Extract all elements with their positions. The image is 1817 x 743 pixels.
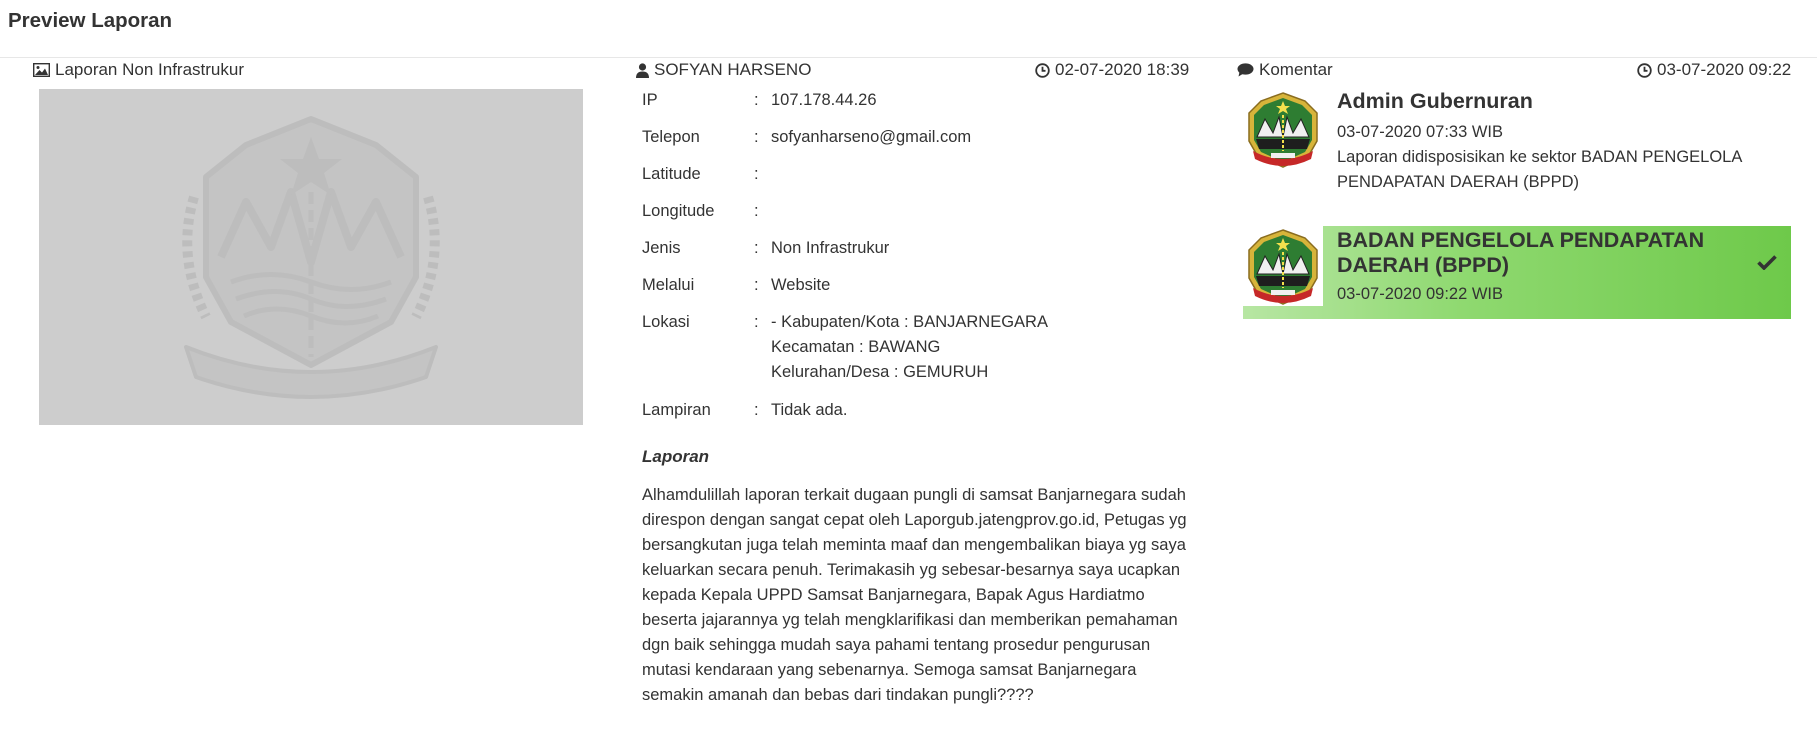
detail-row-latitude [642,162,1202,199]
report-type-label [33,60,244,80]
clock-icon [1035,63,1050,78]
detail-key: IP [642,91,658,109]
user-icon [636,63,649,78]
page-header [0,0,1817,58]
detail-sep: : [754,239,759,257]
comment-icon [1237,63,1254,77]
location-kelurahan: Kelurahan/Desa : GEMURUH [771,363,989,381]
detail-row-lokasi [642,310,1202,398]
commenter-avatar [1243,226,1323,306]
detail-key: Lampiran [642,401,711,419]
comment-item [1243,89,1791,199]
detail-sep: : [754,165,759,183]
report-type-text: Laporan Non Infrastrukur [55,60,244,79]
detail-key: Jenis [642,239,681,257]
detail-row-melalui [642,273,1202,310]
commenter-avatar [1243,89,1323,169]
comments-label [1237,60,1333,80]
location-kabupaten: - Kabupaten/Kota : BANJARNEGARA [771,313,1048,331]
report-datetime [1035,60,1189,80]
detail-sep: : [754,128,759,146]
laporan-heading: Laporan [642,447,710,466]
detail-key: Latitude [642,165,701,183]
detail-row-telepon [642,125,1202,162]
detail-value: Non Infrastrukur [771,239,890,257]
detail-sep: : [754,91,759,109]
detail-row-lampiran [642,398,1202,435]
report-author [636,60,811,80]
detail-value: Website [771,276,831,294]
detail-row-jenis [642,236,1202,273]
detail-key: Melalui [642,276,695,294]
detail-value: sofyanharseno@gmail.com [771,128,972,146]
comments-datetime [1637,60,1791,80]
detail-sep: : [754,401,759,419]
detail-key: Telepon [642,128,700,146]
location-kecamatan: Kecamatan : BAWANG [771,338,941,356]
check-icon [1757,254,1777,275]
detail-sep: : [754,276,759,294]
report-datetime-text: 02-07-2020 18:39 [1055,60,1190,79]
report-detail-table [642,88,1202,435]
detail-value-location [771,310,1202,398]
detail-value [771,162,1202,199]
report-photo[interactable] [39,89,583,425]
comment-item-highlighted [1243,226,1791,319]
comment-time: 03-07-2020 09:22 WIB [1337,285,1504,303]
comments-datetime-text: 03-07-2020 09:22 [1657,60,1792,79]
jawa-tengah-emblem-icon [1243,226,1323,306]
comments-label-text: Komentar [1259,60,1333,79]
detail-key: Lokasi [642,313,690,331]
comment-text: Laporan didisposisikan ke sektor BADAN PENGELOLA PENDAPATAN DAERAH (BPPD) [1337,148,1742,191]
detail-row-ip [642,88,1202,125]
detail-value: 107.178.44.26 [771,91,877,109]
detail-value [771,199,1202,236]
detail-key: Longitude [642,202,715,220]
jawa-tengah-emblem-icon [1243,89,1323,169]
detail-sep: : [754,202,759,220]
commenter-name: Admin Gubernuran [1337,89,1533,113]
image-icon [33,63,50,77]
comment-time: 03-07-2020 07:33 WIB [1337,123,1504,141]
detail-value: Tidak ada. [771,401,848,419]
clock-icon [1637,63,1652,78]
laporan-text: Alhamdulillah laporan terkait dugaan pungli di samsat Banjarnegara sudah direspon dengan sangat cepat oleh Laporgub.jatengprov.go.id, Petugas yg bersangkutan juga telah meminta maaf dan mengembalikan biaya yg saya keluarkan secara penuh. Terimakasih yg sebesar-besarnya saya ucapkan kepada Kepala UPPD Samsat Banjarnegara, Bapak Agus Hardiatmo beserta jajarannya yg telah mengklarifikasi dan memberikan pemahaman dgn baik sehingga mudah saya pahami tentang prosedur pengurusan mutasi kendaraan yang sebenarnya. Semoga samsat Banjarnegara semakin amanah dan bebas dari tindakan pungli???? [642,486,1187,704]
detail-row-longitude [642,199,1202,236]
commenter-name: BADAN PENGELOLA PENDAPATAN DAERAH (BPPD) [1337,228,1705,277]
page-title: Preview Laporan [8,9,173,32]
detail-sep: : [754,313,759,331]
jawa-tengah-emblem-watermark [176,107,446,407]
author-name: SOFYAN HARSENO [654,60,812,79]
